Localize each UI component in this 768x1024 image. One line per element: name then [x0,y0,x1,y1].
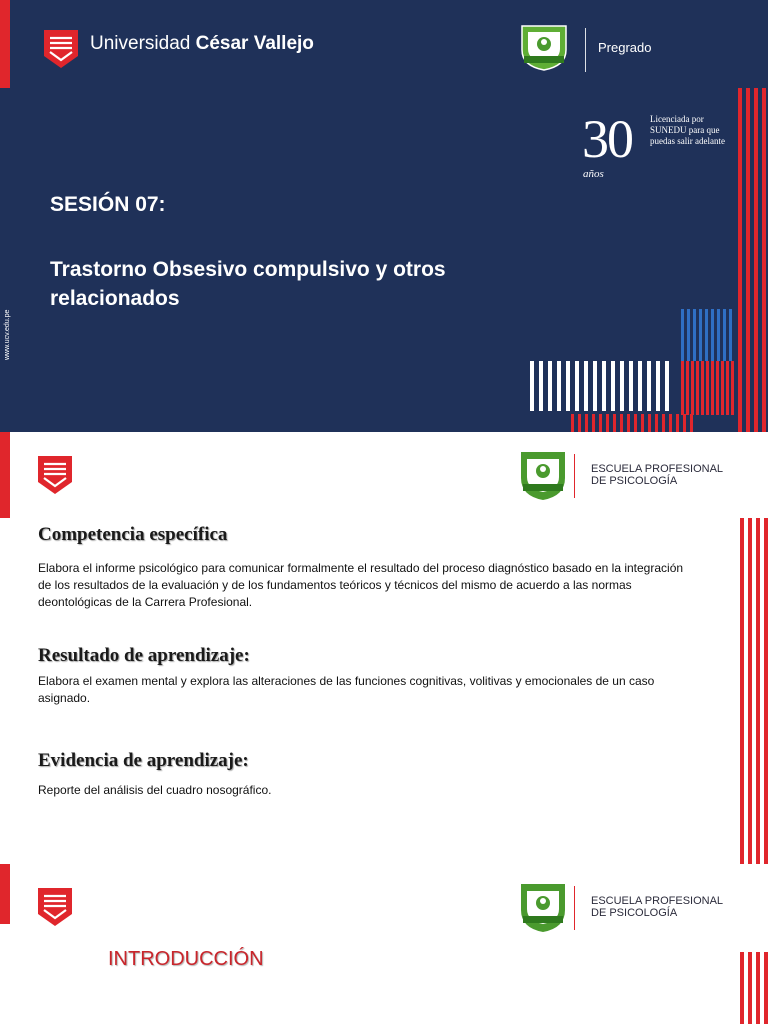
blue-stripe [687,309,690,361]
cover-slide [0,0,768,432]
red-stripe [731,361,734,415]
red-stripe [738,88,742,432]
white-stripe [557,361,561,411]
red-stripe [683,414,686,432]
website-label: www.ucv.edu.pe [4,309,11,360]
white-stripe [575,361,579,411]
red-stripe [690,414,693,432]
level-label: Pregrado [598,40,652,55]
blue-stripe [681,309,684,361]
white-stripe [656,361,660,411]
blue-stripe [711,309,714,361]
competencies-slide [0,432,768,864]
red-stripe [691,361,694,415]
red-stripe [681,361,684,415]
blue-stripe [717,309,720,361]
university-name: Universidad César Vallejo [90,33,314,54]
red-stripe [592,414,595,432]
white-stripe [647,361,651,411]
white-stripe [539,361,543,411]
red-stripe [641,414,644,432]
blue-stripe [705,309,708,361]
evidencia-text: Reporte del análisis del cuadro nosográfico. [38,783,272,797]
white-stripe [584,361,588,411]
red-stripe [711,361,714,415]
red-stripe [701,361,704,415]
evidencia-heading: Evidencia de aprendizaje: [38,750,249,771]
cover-stripes-decoration [0,0,768,432]
red-stripe [754,88,758,432]
resultado-text: Elabora el examen mental y explora las alteraciones de las funciones cognitivas, volitivas y emocionales de un caso asignado. [38,674,655,705]
red-stripe [756,518,760,864]
red-stripe [764,952,768,1024]
red-stripe [627,414,630,432]
right-red-stripes-decoration [0,864,768,1024]
blue-stripe [693,309,696,361]
introduction-slide [0,864,768,1024]
school-name: ESCUELA PROFESIONAL DE PSICOLOGÍA [591,463,724,487]
white-stripe [611,361,615,411]
white-stripe [566,361,570,411]
red-stripe [706,361,709,415]
red-stripe [740,518,744,864]
red-stripe [655,414,658,432]
red-stripe [740,952,744,1024]
red-stripe [634,414,637,432]
blue-stripe [723,309,726,361]
red-stripe [620,414,623,432]
resultado-heading: Resultado de aprendizaje: [38,645,250,666]
session-title: Trastorno Obsesivo compulsivo y otros relacionados [50,258,446,310]
white-stripe [593,361,597,411]
introduction-heading: INTRODUCCIÓN [108,948,264,970]
red-stripe [662,414,665,432]
red-stripe [669,414,672,432]
competencia-text: Elabora el informe psicológico para comunicar formalmente el resultado del proceso diagnóstico basado en la integración de los resultados de la evaluación y de los fundamentos teóricos y técnicos del mismo de acuerdo a las normas deontológicas de la Carrera Profesional. [38,561,684,609]
blue-stripe [699,309,702,361]
red-stripe [726,361,729,415]
red-stripe [571,414,574,432]
red-stripe [676,414,679,432]
anniversary-word: años [583,168,604,180]
red-stripe [762,88,766,432]
red-stripe [578,414,581,432]
white-stripe [629,361,633,411]
red-stripe [648,414,651,432]
blue-stripe [729,309,732,361]
competencia-heading: Competencia específica [38,524,228,545]
red-stripe [716,361,719,415]
white-stripe [602,361,606,411]
red-stripe [764,518,768,864]
red-stripe [746,88,750,432]
white-stripe [620,361,624,411]
red-stripe [686,361,689,415]
white-stripe [638,361,642,411]
red-stripe [613,414,616,432]
red-stripe [721,361,724,415]
red-stripe [606,414,609,432]
school-name: ESCUELA PROFESIONAL DE PSICOLOGÍA [591,895,724,919]
red-stripe [748,518,752,864]
white-stripe [530,361,534,411]
white-stripe [548,361,552,411]
red-stripe [585,414,588,432]
red-stripe [599,414,602,432]
red-stripe [696,361,699,415]
red-stripe [756,952,760,1024]
white-stripe [665,361,669,411]
red-stripe [748,952,752,1024]
license-text: Licenciada por SUNEDU para que puedas salir adelante [650,114,725,146]
anniversary-number: 30 [582,109,632,169]
session-label: SESIÓN 07: [50,193,166,216]
